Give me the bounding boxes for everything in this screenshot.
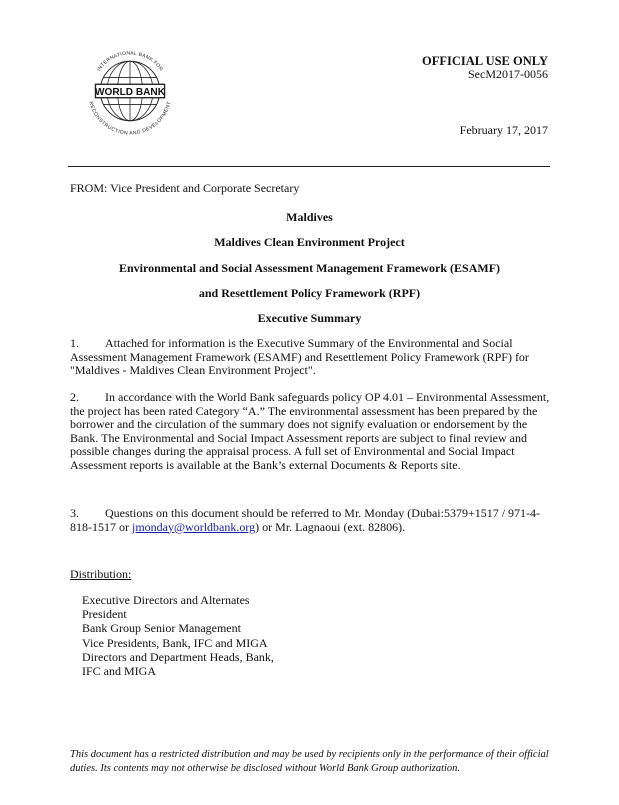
- distribution-heading: Distribution:: [70, 567, 132, 581]
- paragraph-number: 3.: [70, 506, 79, 520]
- distribution-list: [82, 593, 274, 678]
- email-link[interactable]: jmonday@worldbank.org: [132, 519, 256, 534]
- list-item: President: [82, 607, 127, 622]
- list-item: Vice Presidents, Bank, IFC and MIGA: [82, 635, 268, 650]
- paragraph-1: [70, 337, 550, 378]
- header-divider: [68, 166, 550, 167]
- classification-label: OFFICIAL USE ONLY: [422, 54, 548, 68]
- from-line: FROM: Vice President and Corporate Secretary: [70, 181, 300, 195]
- list-item: Directors and Department Heads, Bank,: [82, 649, 274, 664]
- paragraph-3: [70, 507, 550, 534]
- paragraph-number: 1.: [70, 336, 79, 350]
- list-item: Bank Group Senior Management: [82, 621, 241, 636]
- world-bank-logo: [82, 43, 178, 139]
- title-country: Maldives: [286, 210, 333, 224]
- svg-text:WORLD BANK: WORLD BANK: [95, 86, 165, 98]
- paragraph-text: Attached for information is the Executive Summary of the Environmental and Social Assessment Management Framework (ESAMF) and Resettlement Policy Framework (RPF) for "Maldives - Maldives Clean Environment Project".: [70, 336, 529, 377]
- paragraph-number: 2.: [70, 390, 79, 404]
- footer-disclaimer: This document has a restricted distribution and may be used by recipients only in the performance of their official duties. Its contents may not otherwise be disclosed without World Bank Group authorization.: [70, 749, 549, 774]
- document-number: SecM2017-0056: [468, 67, 548, 81]
- title-executive-summary: Executive Summary: [257, 311, 362, 325]
- paragraph-text: Questions on this document should be referred to Mr. Monday (Dubai:5379+1517 / 971-4-818-1517 or: [70, 506, 541, 534]
- svg-text:INTERNATIONAL BANK FOR: INTERNATIONAL BANK FOR: [96, 50, 164, 73]
- title-project: Maldives Clean Environment Project: [214, 235, 405, 249]
- list-item: Executive Directors and Alternates: [82, 593, 250, 607]
- paragraph-text: ) or Mr. Lagnaoui (ext. 82806).: [255, 519, 406, 534]
- list-item: IFC and MIGA: [82, 664, 156, 679]
- document-date: February 17, 2017: [459, 123, 548, 137]
- title-rpf: and Resettlement Policy Framework (RPF): [198, 286, 421, 300]
- title-esamf: Environmental and Social Assessment Management Framework (ESAMF): [118, 261, 501, 275]
- paragraph-text: In accordance with the World Bank safeguards policy OP 4.01 – Environmental Assessment, the project has been rated Category “A.” The environmental assessment has been prepared by the borrower and the circulation of the summary does not signify evaluation or endorsement by the Bank. The Environmental and Social Impact Assessment reports are subject to final review and possible changes during the appraisal process. A full set of Environmental and Social Impact Assessment reports is available at the Bank’s external Documents & Reports site.: [70, 390, 550, 472]
- paragraph-2: [70, 391, 550, 472]
- svg-text:RECONSTRUCTION AND DEVELOPMENT: RECONSTRUCTION AND DEVELOPMENT: [87, 100, 173, 137]
